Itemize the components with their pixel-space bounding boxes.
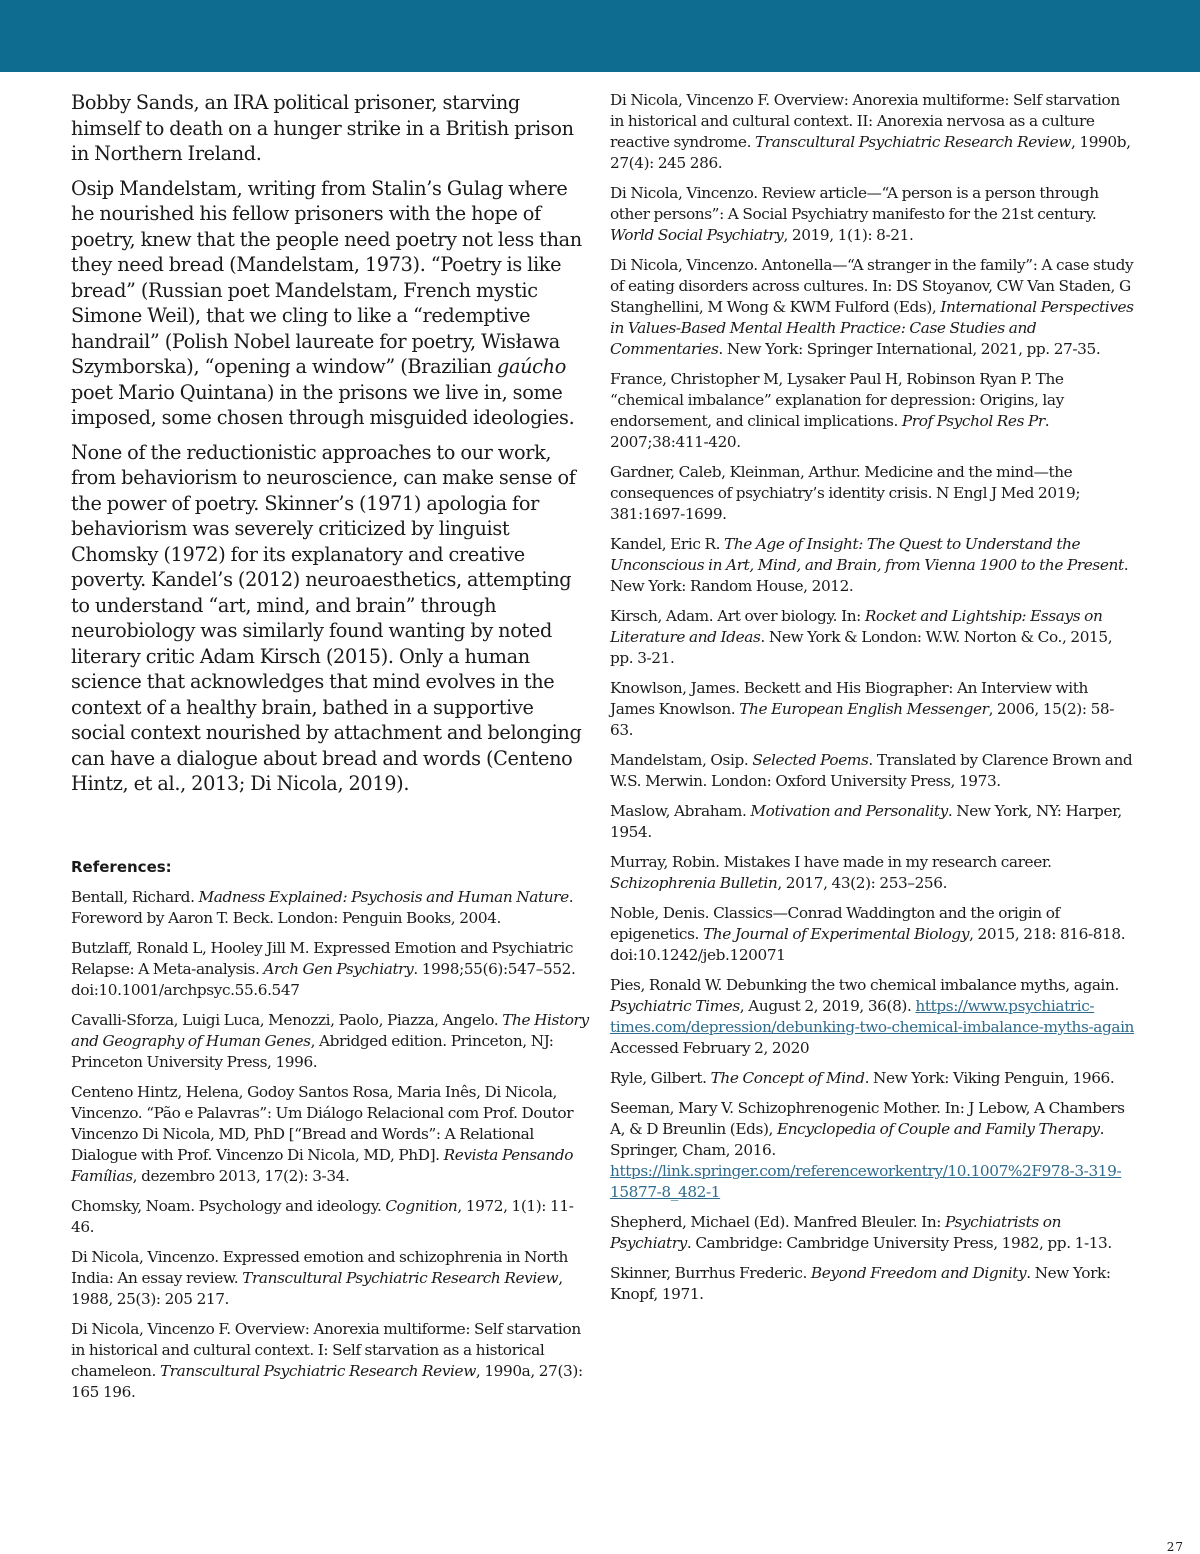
text-run: . New York: Knopf, 1971. [610, 1264, 1111, 1303]
italic-title: The History and Geography of Human Genes [71, 1011, 589, 1050]
text-run: Di Nicola, Vincenzo F. Overview: Anorexia multiforme: Self starvation in historical and cultural context. I: Self starvation as a historical chameleon. [71, 1320, 581, 1380]
text-run: . Translated by Clarence Brown and W.S. Merwin. London: Oxford University Press, 1973. [610, 751, 1133, 790]
text-run: Pies, Ronald W. Debunking the two chemical imbalance myths, again. [610, 976, 1119, 994]
italic-title: Cognition [385, 1197, 458, 1215]
text-run: , 1972, 1(1): 11-46. [71, 1197, 574, 1236]
text-run: , dezembro 2013, 17(2): 3-34. [132, 1167, 350, 1185]
italic-title: Selected Poems [752, 751, 869, 769]
text-run: Bobby Sands, an IRA political prisoner, starving himself to death on a hunger strike in a British prison in Northern Ireland. [71, 91, 574, 165]
text-run: Di Nicola, Vincenzo. Expressed emotion and schizophrenia in North India: An essay review. [71, 1248, 568, 1287]
reference-entry [71, 1010, 591, 1073]
text-run: , 1990b, 27(4): 245 286. [610, 133, 1131, 172]
text-run: Maslow, Abraham. [610, 802, 751, 820]
text-run: Seeman, Mary V. Schizophrenogenic Mother. In: J Lebow, A Chambers A, & D Breunlin (Eds), [610, 1099, 1125, 1138]
text-run: Di Nicola, Vincenzo F. Overview: Anorexia multiforme: Self starvation in historical and cultural context. II: Anorexia nervosa as a culture reactive syndrome. [610, 91, 1120, 151]
text-run: , 2017, 43(2): 253–256. [777, 874, 948, 892]
reference-entry [610, 183, 1135, 246]
text-run: . New York: Random House, 2012. [610, 556, 1129, 595]
reference-entry [610, 975, 1135, 1059]
italic-title: Transcultural Psychiatric Research Review [755, 133, 1071, 151]
reference-entry [610, 534, 1135, 597]
text-run: . 1998;55(6):547–552. doi:10.1001/archpsyc.55.6.547 [71, 960, 576, 999]
text-run: Mandelstam, Osip. [610, 751, 753, 769]
text-run: Accessed February 2, 2020 [610, 1039, 810, 1057]
italic-title: Arch Gen Psychiatry [263, 960, 414, 978]
header-band [0, 0, 1200, 72]
italic-title: Schizophrenia Bulletin [610, 874, 778, 892]
body-paragraph [71, 90, 591, 167]
text-run: . New York: Springer International, 2021, pp. 27-35. [718, 340, 1101, 358]
text-run: Bentall, Richard. [71, 888, 199, 906]
italic-title: World Social Psychiatry [610, 226, 784, 244]
text-run: Di Nicola, Vincenzo. Review article—“A person is a person through other persons”: A Social Psychiatry manifesto for the 21st century. [610, 184, 1099, 223]
text-run: . 2007;38:411-420. [610, 412, 1050, 451]
text-run: Di Nicola, Vincenzo. Antonella—“A stranger in the family”: A case study of eating disorders across cultures. In: DS Stoyanov, CW Van Staden, G Stanghellini, M Wong & KWM Fulford (Eds), [610, 256, 1134, 316]
reference-entry [610, 462, 1135, 525]
text-run: , 2019, 1(1): 8-21. [783, 226, 914, 244]
text-run: Butzlaff, Ronald L, Hooley Jill M. Expressed Emotion and Psychiatric Relapse: A Meta-analysis. [71, 939, 574, 978]
reference-entry [610, 90, 1135, 174]
italic-title: gaúcho [496, 355, 566, 378]
italic-title: Revista Pensando Famílias [71, 1146, 574, 1185]
text-run: . New York: Viking Penguin, 1966. [864, 1069, 1115, 1087]
reference-entry [610, 801, 1135, 843]
references-heading: References: [71, 858, 172, 876]
reference-entry [71, 887, 591, 929]
text-run: , 2015, 218: 816-818. doi:10.1242/jeb.120071 [610, 925, 1126, 964]
reference-entry [610, 606, 1135, 669]
text-run: . Cambridge: Cambridge University Press, 1982, pp. 1-13. [686, 1234, 1112, 1252]
text-run: None of the reductionistic approaches to our work, from behaviorism to neuroscience, can make sense of the power of poetry. Skinner’s (1971) apologia for behaviorism was severely criticized by linguist Chomsky (1972) for its explanatory and creative poverty. Kandel’s (2012) neuroaesthetics, attempting to understand “art, mind, and brain” through neurobiology was similarly found wanting by noted literary critic Adam Kirsch (2015). Only a human science that acknowledges that mind evolves in the context of a healthy brain, bathed in a supportive social context nourished by attachment and belonging can have a dialogue about bread and words (Centeno Hintz, et al., 2013; Di Nicola, 2019). [71, 440, 582, 795]
references-list-right [610, 90, 1135, 1314]
italic-title: Transcultural Psychiatric Research Review [242, 1269, 559, 1287]
italic-title: Transcultural Psychiatric Research Review [159, 1362, 476, 1380]
text-run: Gardner, Caleb, Kleinman, Arthur. Medicine and the mind—the consequences of psychiatry’s identity crisis. N Engl J Med 2019; 381:1697-1699. [610, 463, 1081, 523]
references-list-left [71, 887, 591, 1412]
reference-entry [71, 1319, 591, 1403]
reference-entry [610, 1263, 1135, 1305]
text-run: Murray, Robin. Mistakes I have made in my research career. [610, 853, 1052, 871]
text-run: Cavalli-Sforza, Luigi Luca, Menozzi, Paolo, Piazza, Angelo. [71, 1011, 503, 1029]
reference-entry [610, 1068, 1135, 1089]
italic-title: Madness Explained: Psychosis and Human Nature [198, 888, 569, 906]
reference-entry [71, 938, 591, 1001]
reference-entry [610, 255, 1135, 360]
reference-entry [610, 750, 1135, 792]
text-run: . New York, NY: Harper, 1954. [610, 802, 1122, 841]
text-run: . Foreword by Aaron T. Beck. London: Penguin Books, 2004. [71, 888, 574, 927]
reference-entry [610, 678, 1135, 741]
text-run: Knowlson, James. Beckett and His Biographer: An Interview with James Knowlson. [610, 679, 1088, 718]
reference-entry [610, 852, 1135, 894]
reference-entry [71, 1082, 591, 1187]
reference-entry [610, 369, 1135, 453]
text-run: France, Christopher M, Lysaker Paul H, Robinson Ryan P. The “chemical imbalance” explanation for depression: Origins, lay endorsement, and clinical implications. [610, 370, 1064, 430]
italic-title: Beyond Freedom and Dignity [810, 1264, 1027, 1282]
page-number: 27 [1166, 1540, 1184, 1554]
reference-link[interactable]: https://www.psychiatric-times.com/depression/debunking-two-chemical-imbalance-myths-again [610, 997, 1135, 1036]
reference-link[interactable]: https://link.springer.com/referenceworkentry/10.1007%2F978-3-319-15877-8_482-1 [610, 1162, 1122, 1201]
text-run: , Abridged edition. Princeton, NJ: Princeton University Press, 1996. [71, 1032, 554, 1071]
text-run: poet Mario Quintana) in the prisons we live in, some imposed, some chosen through misguided ideologies. [71, 380, 575, 429]
reference-entry [610, 903, 1135, 966]
reference-entry [610, 1098, 1135, 1203]
reference-entry [71, 1196, 591, 1238]
text-run: Noble, Denis. Classics—Conrad Waddington and the origin of epigenetics. [610, 904, 1060, 943]
text-run: , 1990a, 27(3): 165 196. [71, 1362, 583, 1401]
italic-title: The European English Messenger [739, 700, 989, 718]
italic-title: Psychiatrists on Psychiatry [610, 1213, 1062, 1252]
italic-title: Encyclopedia of Couple and Family Therapy [776, 1120, 1100, 1138]
italic-title: Motivation and Personality [750, 802, 948, 820]
reference-entry [610, 1212, 1135, 1254]
body-paragraph [71, 440, 591, 797]
text-run: Ryle, Gilbert. [610, 1069, 711, 1087]
text-run: , 1988, 25(3): 205 217. [71, 1269, 563, 1308]
italic-title: Prof Psychol Res Pr [901, 412, 1045, 430]
italic-title: The Journal of Experimental Biology [702, 925, 970, 943]
text-run: . New York & London: W.W. Norton & Co., 2015, pp. 3-21. [610, 628, 1113, 667]
italic-title: Psychiatric Times [610, 997, 740, 1015]
text-run: Centeno Hintz, Helena, Godoy Santos Rosa, Maria Inês, Di Nicola, Vincenzo. “Pão e Palavras”: Um Diálogo Relacional com Prof. Doutor Vincenzo Di Nicola, MD, PhD [“Bread and Words”: A Relational Dialogue with Prof. Vincenzo Di Nicola, MD, PhD]. [71, 1083, 574, 1164]
italic-title: The Age of Insight: The Quest to Understand the Unconscious in Art, Mind, and Brain, from Vienna 1900 to the Present [610, 535, 1124, 574]
text-run: , 2006, 15(2): 58-63. [610, 700, 1115, 739]
text-run: Skinner, Burrhus Frederic. [610, 1264, 811, 1282]
italic-title: Rocket and Lightship: Essays on Literature and Ideas [610, 607, 1103, 646]
text-run: Kandel, Eric R. [610, 535, 725, 553]
body-paragraph [71, 176, 591, 431]
text-run: , August 2, 2019, 36(8). [739, 997, 916, 1015]
text-run: Chomsky, Noam. Psychology and ideology. [71, 1197, 386, 1215]
reference-entry [71, 1247, 591, 1310]
text-run: Shepherd, Michael (Ed). Manfred Bleuler. In: [610, 1213, 945, 1231]
text-run: Osip Mandelstam, writing from Stalin’s Gulag where he nourished his fellow prisoners with the hope of poetry, knew that the people need poetry not less than they need bread (Mandelstam, 1973). “Poetry is like bread” (Russian poet Mandelstam, French mystic Simone Weil), that we cling to like a “redemptive handrail” (Polish Nobel laureate for poetry, Wisława Szymborska), “opening a window” (Brazilian [71, 176, 582, 378]
italic-title: The Concept of Mind [710, 1069, 865, 1087]
body-text-column [71, 90, 591, 806]
text-run: Kirsch, Adam. Art over biology. In: [610, 607, 865, 625]
italic-title: International Perspectives in Values-Based Mental Health Practice: Case Studies and Commentaries [610, 298, 1134, 358]
text-run: . Springer, Cham, 2016. [610, 1120, 1105, 1159]
